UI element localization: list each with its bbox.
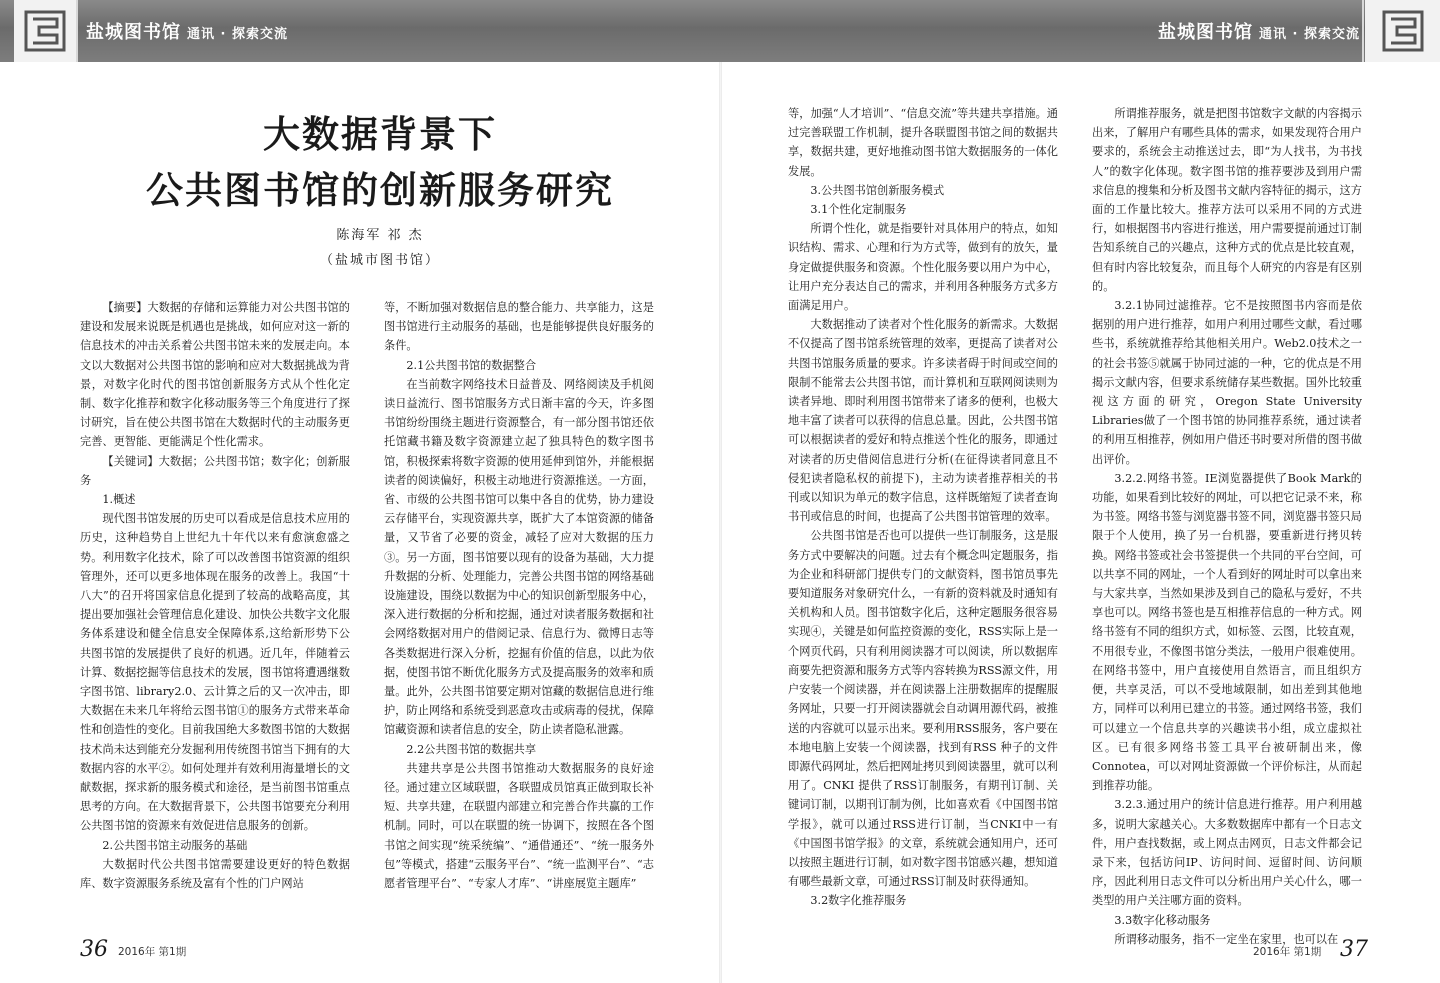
page-number-left: 36: [80, 937, 108, 962]
paragraph: 等，加强“人才培训”、“信息交流”等共建共享措施。通过完善联盟工作机制，提升各联盟图书馆之间的数据共享，数据共建，更好地推动图书馆大数据服务的一体化发展。: [788, 107, 1058, 178]
text-column-4: [1092, 104, 1362, 949]
page-header: [0, 0, 1440, 62]
header-left-library-name: 盐城图书馆: [86, 22, 181, 43]
paragraph: 所谓推荐服务，就是把图书馆数字文献的内容揭示出来，了解用户有哪些具体的需求，如果发现符合用户要求的，系统会主动推送过去，即“为人找书，为书找人”的数字化体现。数字图书馆的推荐要涉及到用户需求信息的搜集和分析及图书文献内容特征的揭示，这方面的工作量比较大。推荐方法可以采用不同的方式进行，如根据图书内容进行推送，用户需要提前通过订制告知系统自己的兴趣点，这种方式的优点是比较直观，但有时内容比较复杂，而且每个人研究的内容是有区别的。: [1092, 107, 1362, 293]
paragraph: 公共图书馆是否也可以提供一些订制服务，这是服务方式中要解决的问题。过去有个概念叫定题服务，指为企业和科研部门提供专门的文献资料，图书馆员事先要知道服务对象研究什么，一有新的资料就及时通知有关机构和人员。图书馆数字化后，这种定题服务很容易实现④，关键是如何监控资源的变化，RSS实际上是一个网页代码，只有利用阅读器才可以阅读，所以数据库商要先把资源和服务方式等内容转换为RSS源文件，用户安装一个阅读器，并在阅读器上注册数据库的提醒服务网址，只要一打开阅读器就会自动调用源代码，被推送的内容就可以显示出来。要利用RSS服务，客户要在本地电脑上安装一个阅读器，找到有RSS 种子的文件即源代码网址，然后把网址拷贝到阅读器里，就可以利用了。CNKI 提供了RSS订制服务，有期刊订制、关键词订制，以期刊订制为例，比如喜欢看《中国图书馆学报》，就可以通过RSS进行订制，当CNKI中一有《中国图书馆学报》的文章，系统就会通知用户，还可以按照主题进行订制，如对数字图书馆感兴趣，想知道有哪些最新文章，可通过RSS订制及时获得通知。: [788, 529, 1058, 889]
text-column-2: [384, 298, 654, 893]
article-affiliation: （盐城市图书馆）: [319, 253, 440, 268]
issue-label-left: 2016年 第1期: [118, 946, 187, 958]
paragraph: 3.3数字化移动服务: [1114, 913, 1211, 927]
header-right-title: [1158, 18, 1360, 44]
article-authors: 陈海军 祁 杰: [336, 228, 424, 243]
paragraph: 【摘要】大数据的存储和运算能力对公共图书馆的建设和发展来说既是机遇也是挑战，如何应对这一新的信息技术的冲击关系着公共图书馆未来的发展走向。本文以大数据对公共图书馆的影响和应对大数据挑战为背景，对数字化时代的图书馆创新服务方式从个性化定制、数字化推荐和数字化移动服务等三个角度进行了探讨研究，旨在使公共图书馆在大数据时代的主动服务更完善、更智能、更能满足个性化需求。: [80, 301, 350, 449]
text-column-3: [788, 104, 1058, 911]
page-number-right: 37: [1340, 937, 1368, 962]
paragraph: 3.2数字化推荐服务: [810, 894, 907, 908]
paragraph: 共建共享是公共图书馆推动大数据服务的良好途径。通过建立区域联盟，各联盟成员馆真正做到取长补短、共享共建，在联盟内部建立和完善合作共赢的工作机制。同时，可以在联盟的统一协调下，按照在各个图书馆之间实现“统采统编”、“通借通还”、“统一服务外包”等模式，搭建“云服务平台”、“统一监测平台”、“志愿者管理平台”、“专家人才库”、“讲座展览主题库”: [384, 761, 654, 891]
article-title-line1: 大数据背景下: [263, 112, 497, 156]
paragraph: 3.2.3.通过用户的统计信息进行推荐。用户利用越多，说明大家越关心。大多数数据库中都有一个日志文件，用户查找数据，或上网点击网页，日志文件都会记录下来，包括访问IP、访问时间、逗留时间、访问顺序，因此利用日志文件可以分析出用户关心什么，哪一类型的用户关注哪方面的资料。: [1092, 798, 1362, 908]
paragraph: 【关键词】大数据；公共图书馆；数字化；创新服务: [80, 454, 350, 487]
header-left-title: [86, 18, 288, 44]
paragraph: 2.公共图书馆主动服务的基础: [102, 838, 248, 852]
header-divider: [1362, 0, 1364, 62]
header-right-section: 通讯 · 探索交流: [1259, 27, 1360, 42]
paragraph: 现代图书馆发展的历史可以看成是信息技术应用的历史，这种趋势自上世纪九十年代以来有愈演愈盛之势。利用数字化技术，除了可以改善图书馆资源的组织管理外，还可以更多地体现在服务的改善上。我国“十八大”的召开将国家信息化提到了较高的战略高度，其提出要加强社会管理信息化建设、加快公共数字文化服务体系建设和健全信息安全保障体系,这给新形势下公共图书馆的发展提供了良好的机遇。近几年，伴随着云计算、数据挖掘等信息技术的发展，图书馆将遭遇继数字图书馆、library2.0、云计算之后的又一次冲击，即大数据在未来几年将给云图书馆①的服务方式带来革命性和创造性的变化。目前我国绝大多数图书馆的大数据技术尚未达到能充分发掘利用传统图书馆当下拥有的大数据内容的水平②。如何处理并有效利用海量增长的文献数据，探求新的服务模式和途径，是当前图书馆重点思考的方向。在大数据背景下，公共图书馆要充分利用公共图书馆的资源来有效促进信息服务的创新。: [80, 512, 350, 833]
book-spine: [719, 62, 722, 983]
paragraph: 2.2公共图书馆的数据共享: [406, 742, 537, 756]
paragraph: 3.1个性化定制服务: [810, 203, 907, 217]
text-column-1: [80, 298, 350, 893]
header-divider: [76, 0, 78, 62]
paragraph: 在当前数字网络技术日益普及、网络阅读及手机阅读日益流行、图书馆服务方式日渐丰富的今天，许多图书馆纷纷围绕主题进行资源整合，有一部分图书馆还依托馆藏书籍及数字资源建立起了独具特色的数字图书馆，积极探索将数字资源的使用延伸到馆外，并能根据读者的阅读偏好，积极主动地进行资源推送。一方面，省、市级的公共图书馆可以集中各自的优势，协力建设云存储平台，实现资源共享，既扩大了本馆资源的储备量，又节省了必要的资金，减轻了应对大数据的压力③。另一方面，图书馆要以现有的设备为基础，大力提升数据的分析、处理能力，完善公共图书馆的网络基础设施建设，围绕以数据为中心的知识创新型服务中心，深入进行数据的分析和挖掘，通过对读者服务数据和社会网络数据对用户的借阅记录、信息行为、微博日志等各类数据进行深入分析，挖掘有价值的信息，以此为依据，使图书馆不断优化服务方式及提高服务的效率和质量。此外，公共图书馆要定期对馆藏的数据信息进行维护，防止网络和系统受到恶意攻击或病毒的侵扰，保障馆藏资源和读者信息的安全，防止读者隐私泄露。: [384, 377, 654, 737]
library-logo-icon: [14, 0, 76, 62]
paragraph: 3.2.1协同过滤推荐。它不是按照图书内容而是依据别的用户进行推荐，如用户利用过哪些文献，看过哪些书，系统就推荐给其他相关用户。Web2.0技术之一的社会书签⑤就属于协同过滤的一种，它的优点是不用揭示文献内容，但要求系统储存某些数据。国外比较重视这方面的研究，Oregon State University Libraries做了一个图书馆的协同推荐系统，通过读者的利用互相推荐，例如用户借还书时要对所借的图书做出评价。: [1092, 299, 1362, 466]
paragraph: 3.公共图书馆创新服务模式: [810, 183, 945, 197]
paragraph: 大数据时代公共图书馆需要建设更好的特色数据库、数字资源服务系统及富有个性的门户网站: [80, 857, 350, 891]
library-logo-icon: [1365, 0, 1440, 62]
header-right-library-name: 盐城图书馆: [1158, 22, 1253, 43]
paragraph: 大数据推动了读者对个性化服务的新需求。大数据不仅提高了图书馆系统管理的效率，更提高了读者对公共图书馆服务质量的要求。许多读者碍于时间或空间的限制不能常去公共图书馆，而计算机和互联网阅读则为读者异地、即时利用图书馆带来了诸多的便利，也极大地丰富了读者可以获得的信息总量。因此，公共图书馆可以根据读者的爱好和特点推送个性化的服务，即通过对读者的历史借阅信息进行分析(在征得读者同意且不侵犯读者隐私权的前提下)，主动为读者推荐相关的书刊或以知识为单元的数字信息，这样既缩短了读者查询书刊或信息的时间，也提高了公共图书馆管理的效率。: [788, 318, 1058, 524]
header-left-section: 通讯 · 探索交流: [187, 27, 288, 42]
paragraph: 1.概述: [102, 493, 136, 507]
paragraph: 3.2.2.网络书签。IE浏览器提供了Book Mark的功能，如果看到比较好的网址，可以把它记录不来，称为书签。网络书签与浏览器书签不同，浏览器书签只局限于个人使用，换了另一台机器，要重新进行拷贝转换。网络书签或社会书签提供一个共同的平台空间，可以共享不同的网址，一个人看到好的网址时可以拿出来与大家共享，当然如果涉及到自己的隐私与爱好，不共享也可以。网络书签也是互相推荐信息的一种方式。网络书签有不同的组织方式，如标签、云图，比较直观，不用很专业，不像图书馆分类法，一般用户很难使用。在网络书签中，用户直接使用自然语言，而且组织方便，共享灵活，可以不受地域限制，如出差到其他地方，同样可以利用已建立的书签。通过网络书签，我们可以建立一个信息共享的兴趣读书小组，成立虚拟社区。已有很多网络书签工具平台被研制出来，像Connotea，可以对网址资源做一个评价标注，从而起到推荐功能。: [1092, 471, 1362, 793]
paragraph: 所谓个性化，就是指要针对具体用户的特点，如知识结构、需求、心理和行为方式等，做到有的放矢，量身定做提供服务和资源。个性化服务要以用户为中心，让用户充分表达自己的需求，并利用各种服务方式多方面满足用户。: [788, 222, 1058, 313]
article-title-line2: 公共图书馆的创新服务研究: [146, 168, 614, 212]
paragraph: 2.1公共图书馆的数据整合: [406, 358, 537, 372]
paragraph: 所谓移动服务，指不一定坐在家里，也可以在: [1114, 932, 1339, 946]
paragraph: 等，不断加强对数据信息的整合能力、共享能力，这是图书馆进行主动服务的基础，也是能够提供良好服务的条件。: [384, 301, 654, 353]
issue-label-right: 2016年 第1期: [1253, 946, 1322, 958]
